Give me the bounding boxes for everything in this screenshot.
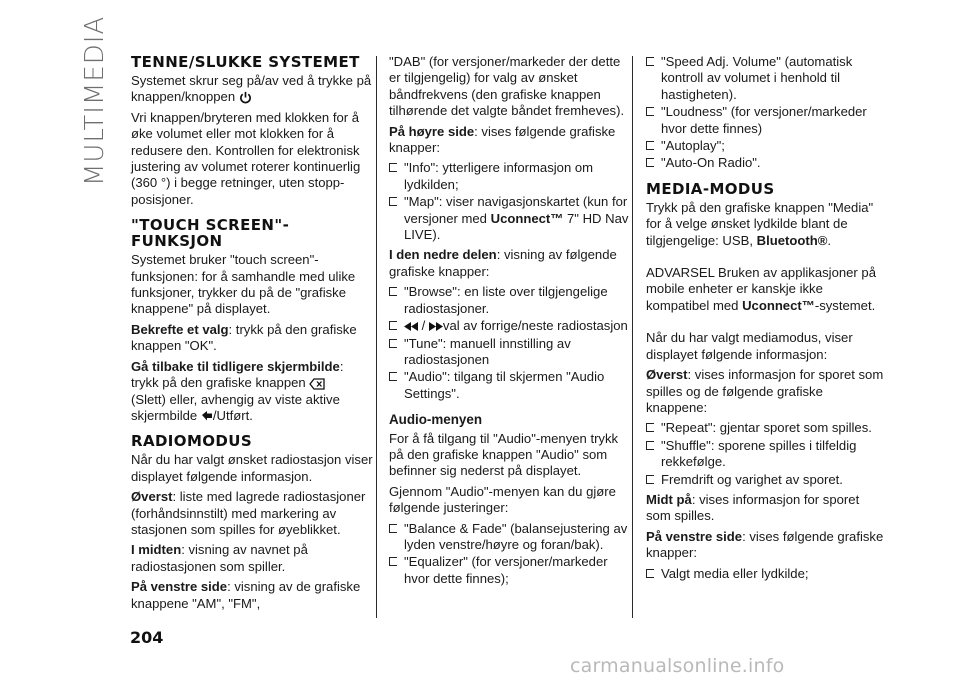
bullet-icon (646, 475, 654, 484)
paragraph: Systemet bruker "touch screen"-funksjonen: for å samhandle med ulike funksjoner, trykker du på de "grafiske knappene" på displayet. (131, 252, 356, 317)
paragraph: På høyre side: vises følgende grafiske knapper: (389, 123, 616, 156)
paragraph: På venstre side: visning av de grafiske knappene "AM", "FM", (131, 579, 361, 611)
paragraph: Når du har valgt mediamodus, viser displayet følgende informasjon: (646, 330, 853, 362)
list-item: "Equalizer" (for versjoner/markeder hvor dette finnes); (389, 554, 633, 587)
bullet-icon (389, 197, 397, 206)
chapter-side-title: MULTIMEDIA (80, 15, 110, 186)
previous-icon (404, 322, 418, 331)
list-item: "Auto-On Radio". (646, 155, 886, 171)
warning-paragraph: ADVARSEL Bruken av applikasjoner på mobile enheter er kanskje ikke kompatibel med Uconnect™-systemet. (646, 265, 876, 313)
list-item: Valgt media eller lydkilde; (646, 566, 886, 582)
list-item: "Autoplay"; (646, 138, 886, 154)
list-item: "Map": viser navigasjonskartet (kun for versjoner med Uconnect™ 7" HD Nav LIVE). (389, 194, 633, 243)
delete-icon (309, 378, 325, 390)
paragraph: Øverst: vises informasjon for sporet som spilles og de følgende grafiske knappene: (646, 367, 884, 415)
bullet-icon (646, 158, 654, 167)
heading-on-off: TENNE/SLUKKE SYSTEMET (131, 53, 360, 71)
bullet-icon (389, 372, 397, 381)
bullet-icon (646, 441, 654, 450)
page-number: 204 (130, 628, 164, 647)
power-icon (239, 91, 252, 104)
paragraph: På venstre side: vises følgende grafiske knapper: (646, 528, 884, 561)
next-icon (429, 322, 443, 331)
paragraph: Systemet skrur seg på/av ved å trykke på knappen/knoppen (131, 73, 372, 105)
bullet-icon (389, 287, 397, 296)
list-item: "Loudness" (for versjoner/markeder hvor dette finnes) (646, 104, 886, 137)
heading-radio-mode: RADIOMODUS (131, 432, 253, 451)
bullet-icon (389, 557, 397, 566)
paragraph: Bekrefte et valg: trykk på den grafiske knappen "OK". (131, 321, 357, 354)
bullet-icon (389, 163, 397, 172)
paragraph: Trykk på den grafiske knappen "Media" for å velge ønsket lydkilde blant de tilgjengelige: USB, Bluetooth®. (646, 199, 874, 248)
list-item: "Info": ytterligere informasjon om lydkilden; (389, 160, 633, 193)
column-divider (376, 56, 377, 618)
bullet-icon (646, 57, 654, 66)
paragraph: Gå tilbake til tidligere skjermbilde: trykk på den grafiske knappen (Slett) eller, avhengig av viste aktive skjermbilde /Utført. (131, 358, 344, 423)
paragraph: I den nedre delen: visning av følgende grafiske knapper: (389, 247, 617, 279)
list-item: "Audio": tilgang til skjermen "Audio Settings". (389, 369, 633, 402)
paragraph: Midt på: vises informasjon for sporet som spilles. (646, 491, 860, 524)
heading-touch-screen: "TOUCH SCREEN"-FUNKSJON (131, 216, 290, 251)
list-item: "Balance & Fade" (balansejustering av lyden venstre/høyre og foran/bak). (389, 521, 633, 554)
paragraph: Gjennom "Audio"-menyen kan du gjøre følgende justeringer: (389, 483, 616, 516)
paragraph: I midten: visning av navnet på radiostasjonen som spiller. (131, 542, 308, 574)
bullet-icon (389, 321, 397, 330)
bullet-icon (389, 339, 397, 348)
list-item: Fremdrift og varighet av sporet. (646, 472, 886, 488)
list-item: "Repeat": gjentar sporet som spilles. (646, 420, 886, 436)
bullet-icon (389, 524, 397, 533)
paragraph: For å få tilgang til "Audio"-menyen trykk på den grafiske knappen "Audio" som befinner sig nederst på displayet. (389, 430, 619, 479)
list-item: "Tune": manuell innstilling av radiostasjonen (389, 336, 633, 369)
list-item: / val av forrige/neste radiostasjon (389, 318, 633, 334)
subheading-audio-menu: Audio-menyen (389, 412, 482, 428)
column-3 (646, 54, 886, 583)
paragraph: Vri knappen/bryteren med klokken for å øke volumet eller mot klokken for å redusere den. Kontrollen for elektronisk justering av volumet roterer kontinuerlig (360 °) i begge retninger, uten stopp-posisjoner. (131, 109, 361, 207)
column-2 (389, 54, 633, 588)
bullet-icon (646, 423, 654, 432)
bullet-icon (646, 107, 654, 116)
paragraph: Øverst: liste med lagrede radiostasjoner (forhåndsinnstilt) med markering av stasjonen som spilles for øyeblikket. (131, 489, 366, 537)
list-item: "Browse": en liste over tilgjengelige radiostasjoner. (389, 284, 633, 317)
column-1 (131, 54, 375, 616)
paragraph: Når du har valgt ønsket radiostasjon viser displayet følgende informasjon. (131, 452, 373, 484)
bullet-icon (646, 141, 654, 150)
bullet-icon (646, 569, 654, 578)
list-item: "Shuffle": sporene spilles i tilfeldig rekkefølge. (646, 438, 886, 471)
back-arrow-icon (201, 410, 213, 422)
paragraph: "DAB" (for versjoner/markeder der dette er tilgjengelig) for valg av ønsket båndfrekvens (den grafiske knappen tilhørende det valgte båndet fremheves). (389, 54, 625, 119)
list-item: "Speed Adj. Volume" (automatisk kontroll av volumet i henhold til hastigheten). (646, 54, 886, 103)
watermark: carmanualsonline.info (570, 655, 785, 677)
heading-media-mode: MEDIA-MODUS (646, 179, 775, 198)
